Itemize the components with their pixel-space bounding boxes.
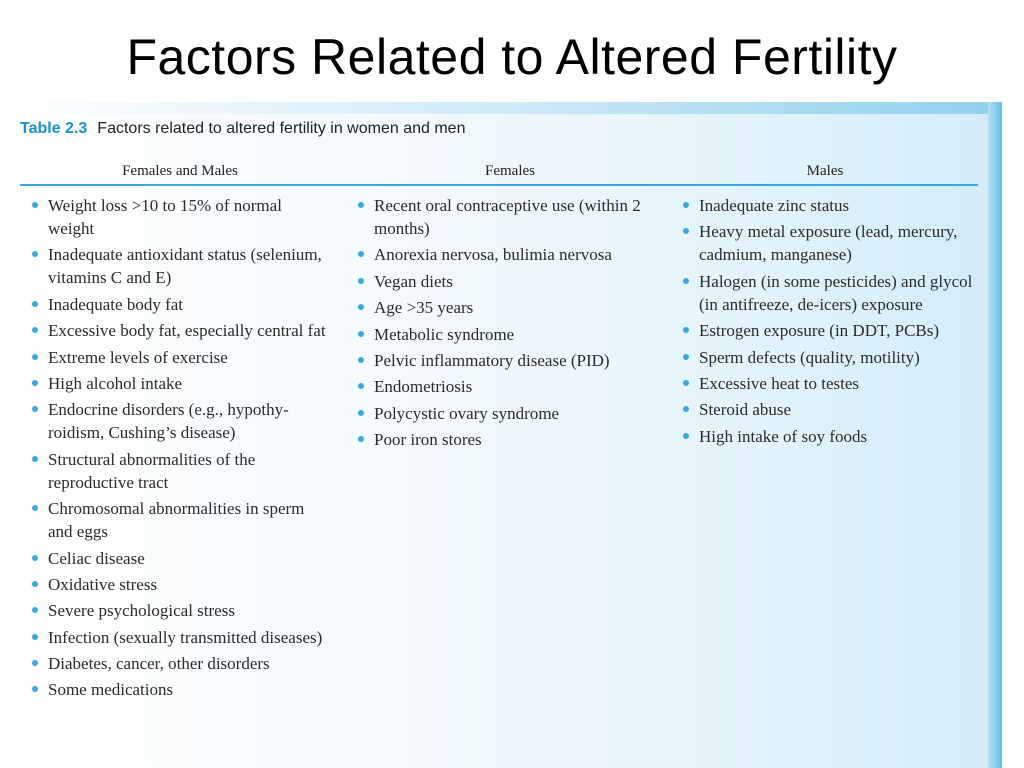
bullet-icon xyxy=(358,436,364,442)
header-divider xyxy=(20,184,978,186)
list-item xyxy=(673,372,973,395)
list-item-text: Polycystic ovary syndrome xyxy=(374,403,560,423)
list-item xyxy=(22,547,332,570)
list-item xyxy=(22,346,332,369)
list-item xyxy=(22,599,332,622)
bullet-icon xyxy=(32,581,38,587)
list-item xyxy=(22,497,332,543)
list-item xyxy=(22,626,332,649)
list-item-text: Oxidative stress xyxy=(48,574,158,594)
bullet-icon xyxy=(32,301,38,307)
list-item-text: High alcohol intake xyxy=(48,373,183,393)
list-item xyxy=(348,194,658,240)
list-item-text: Excessive body fat, especially central fat xyxy=(48,321,326,341)
bullet-icon xyxy=(32,555,38,561)
list-item-text: Halogen (in some pesticides) and glycol (in antifreeze, de-icers) exposure xyxy=(699,271,973,314)
list-males xyxy=(673,194,973,451)
list-item xyxy=(348,349,658,372)
list-item-text: Steroid abuse xyxy=(699,400,792,420)
bullet-icon xyxy=(358,357,364,363)
slide-title: Factors Related to Altered Fertility xyxy=(126,29,898,85)
bullet-icon xyxy=(683,278,689,284)
bullet-icon xyxy=(32,327,38,333)
bullet-icon xyxy=(683,354,689,360)
list-item-text: Extreme levels of exercise xyxy=(48,347,228,367)
list-item xyxy=(673,220,973,266)
bullet-icon xyxy=(32,607,38,613)
list-item xyxy=(673,346,973,369)
list-females-and-males xyxy=(22,194,332,705)
list-item-text: Anorexia nervosa, bulimia nervosa xyxy=(374,245,612,265)
list-item-text: Infection (sexually transmitted diseases) xyxy=(48,627,323,647)
panel-top-edge xyxy=(2,102,1002,114)
bullet-icon xyxy=(683,228,689,234)
bullet-icon xyxy=(358,304,364,310)
list-item xyxy=(348,402,658,425)
list-item-text: Structural abnormalities of the reproductive tract xyxy=(48,449,256,492)
list-item xyxy=(22,678,332,701)
list-item-text: Estrogen exposure (in DDT, PCBs) xyxy=(699,321,940,341)
list-item xyxy=(348,428,658,451)
panel-right-edge xyxy=(988,102,1002,768)
bullet-icon xyxy=(683,433,689,439)
list-item xyxy=(348,296,658,319)
list-item-text: Celiac disease xyxy=(48,548,145,568)
list-item xyxy=(673,425,973,448)
list-item-text: Excessive heat to testes xyxy=(699,373,860,393)
bullet-icon xyxy=(32,634,38,640)
column-header-males: Males xyxy=(806,163,844,179)
table-caption-text: Factors related to altered fertility in women and men xyxy=(97,120,466,137)
list-item-text: Endocrine disorders (e.g., hypothy-roidism, Cushing’s disease) xyxy=(48,400,289,443)
list-item xyxy=(22,319,332,342)
bullet-icon xyxy=(683,327,689,333)
list-item-text: Recent oral contraceptive use (within 2 months) xyxy=(374,196,641,238)
list-item-text: Inadequate zinc status xyxy=(699,196,850,215)
list-item-text: Poor iron stores xyxy=(374,430,482,450)
list-item xyxy=(22,652,332,675)
list-item-text: Severe psychological stress xyxy=(48,601,235,621)
bullet-icon xyxy=(32,456,38,462)
list-item xyxy=(673,194,973,217)
bullet-icon xyxy=(683,202,689,208)
list-item-text: High intake of soy foods xyxy=(699,426,868,446)
bullet-icon xyxy=(358,410,364,416)
bullet-icon xyxy=(32,251,38,257)
list-item xyxy=(22,372,332,395)
list-item xyxy=(673,270,973,316)
column-header-females: Females xyxy=(485,163,535,179)
list-item xyxy=(22,243,332,289)
list-item xyxy=(348,243,658,266)
bullet-icon xyxy=(32,686,38,692)
bullet-icon xyxy=(358,278,364,284)
list-item-text: Pelvic inflammatory disease (PID) xyxy=(374,350,610,370)
list-item xyxy=(348,270,658,293)
bullet-icon xyxy=(32,380,38,386)
table-caption xyxy=(20,120,465,138)
bullet-icon xyxy=(358,331,364,337)
list-females xyxy=(348,194,658,455)
list-item xyxy=(22,398,332,444)
bullet-icon xyxy=(358,383,364,389)
list-item-text: Inadequate body fat xyxy=(48,294,183,314)
bullet-icon xyxy=(683,406,689,412)
list-item-text: Inadequate antioxidant status (selenium, vitamins C and E) xyxy=(48,245,322,288)
list-item-text: Age >35 years xyxy=(374,298,474,318)
bullet-icon xyxy=(32,354,38,360)
table-label: Table 2.3 xyxy=(20,120,88,137)
list-item xyxy=(348,375,658,398)
list-item-text: Weight loss >10 to 15% of normal weight xyxy=(48,196,282,238)
list-item-text: Metabolic syndrome xyxy=(374,324,515,344)
list-item xyxy=(22,293,332,316)
list-item xyxy=(22,448,332,494)
list-item-text: Chromosomal abnormalities in sperm and eggs xyxy=(48,499,305,542)
list-item xyxy=(348,323,658,346)
bullet-icon xyxy=(32,406,38,412)
bullet-icon xyxy=(32,660,38,666)
bullet-icon xyxy=(358,202,364,208)
column-header-females-and-males: Females and Males xyxy=(122,163,238,179)
list-item xyxy=(22,573,332,596)
bullet-icon xyxy=(683,380,689,386)
list-item xyxy=(22,194,332,240)
bullet-icon xyxy=(32,202,38,208)
list-item xyxy=(673,398,973,421)
list-item-text: Some medications xyxy=(48,680,174,700)
bullet-icon xyxy=(32,505,38,511)
list-item-text: Diabetes, cancer, other disorders xyxy=(48,654,270,674)
list-item-text: Endometriosis xyxy=(374,377,473,397)
list-item-text: Sperm defects (quality, motility) xyxy=(699,347,920,367)
list-item-text: Vegan diets xyxy=(374,271,453,291)
bullet-icon xyxy=(358,251,364,257)
list-item-text: Heavy metal exposure (lead, mercury, cadmium, manganese) xyxy=(699,222,958,265)
list-item xyxy=(673,319,973,342)
